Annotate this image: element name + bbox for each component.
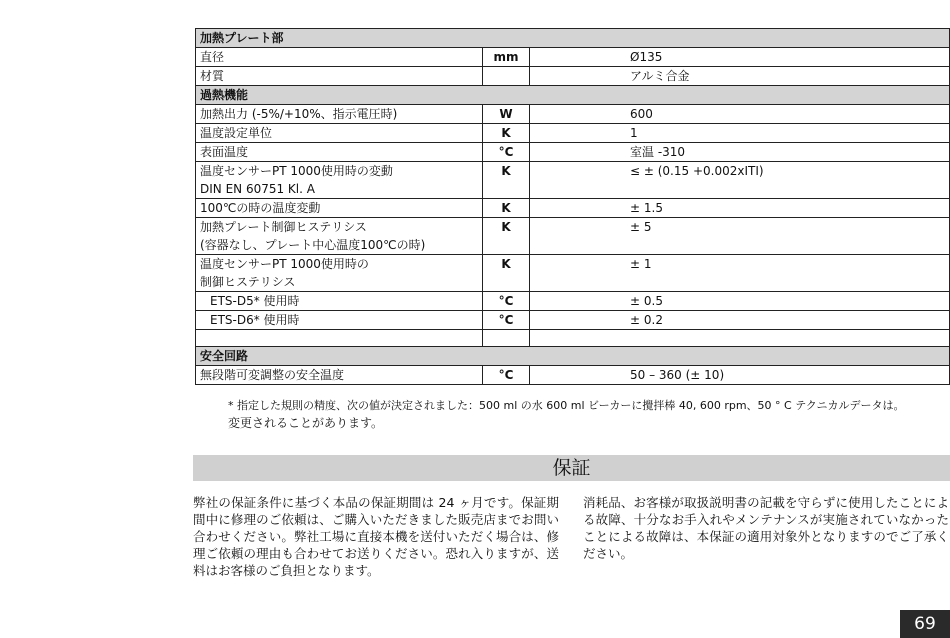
blank-cell xyxy=(483,330,530,347)
section-label: 安全回路 xyxy=(196,347,950,366)
spec-table xyxy=(195,28,950,385)
spec-row xyxy=(196,67,950,86)
section-label: 加熱プレート部 xyxy=(196,29,950,48)
spec-row xyxy=(196,48,950,67)
section-header-row xyxy=(196,29,950,48)
spec-unit: K xyxy=(483,199,530,218)
spec-label-line2: (容器なし、プレート中心温度100℃の時) xyxy=(200,238,426,252)
warranty-title: 保証 xyxy=(193,455,950,481)
spec-value: 室温 -310 xyxy=(530,143,950,162)
spec-unit: K xyxy=(483,124,530,143)
spec-label: 加熱出力 (-5%/+10%、指示電圧時) xyxy=(196,105,483,124)
blank-cell xyxy=(196,330,483,347)
section-header-row xyxy=(196,347,950,366)
spec-label: 温度設定単位 xyxy=(196,124,483,143)
blank-row xyxy=(196,330,950,347)
page-number: 69 xyxy=(900,610,950,638)
spec-label-line1: 温度センサーPT 1000使用時の xyxy=(200,257,369,271)
spec-label: 材質 xyxy=(196,67,483,86)
spec-row xyxy=(196,366,950,385)
spec-row xyxy=(196,143,950,162)
spec-label-line2: 制御ヒステリシス xyxy=(200,275,296,289)
spec-value: 50 – 360 (± 10) xyxy=(530,366,950,385)
spec-value: ± 0.5 xyxy=(530,292,950,311)
spec-label-line1: 温度センサーPT 1000使用時の変動 xyxy=(200,164,393,178)
spec-label: ETS-D5* 使用時 xyxy=(196,292,483,311)
spec-label: 直径 xyxy=(196,48,483,67)
spec-row xyxy=(196,124,950,143)
spec-label: 表面温度 xyxy=(196,143,483,162)
spec-label xyxy=(196,162,483,199)
spec-row xyxy=(196,218,950,255)
spec-value: ≤ ± (0.15 +0.002xITI) xyxy=(530,162,950,199)
spec-label: ETS-D6* 使用時 xyxy=(196,311,483,330)
footnote-line1: * 指定した規則の精度、次の値が決定されました：500 ml の水 600 ml ビーカーに攪拌棒 40, 600 rpm、50 ° C テクニカルデータは。 xyxy=(228,399,905,412)
spec-value: ± 5 xyxy=(530,218,950,255)
spec-unit: °C xyxy=(483,143,530,162)
spec-unit: K xyxy=(483,162,530,199)
spec-label xyxy=(196,255,483,292)
footnote-line2: 変更されることがあります。 xyxy=(228,416,384,430)
spec-row xyxy=(196,311,950,330)
spec-value: ± 0.2 xyxy=(530,311,950,330)
blank-cell xyxy=(530,330,950,347)
spec-value: Ø135 xyxy=(530,48,950,67)
spec-unit: W xyxy=(483,105,530,124)
spec-label: 100℃の時の温度変動 xyxy=(196,199,483,218)
spec-label xyxy=(196,218,483,255)
spec-unit: °C xyxy=(483,292,530,311)
spec-row xyxy=(196,105,950,124)
spec-value: 600 xyxy=(530,105,950,124)
spec-row xyxy=(196,199,950,218)
spec-label-line2: DIN EN 60751 Kl. A xyxy=(200,182,315,196)
spec-value: ± 1.5 xyxy=(530,199,950,218)
warranty-text-right: 消耗品、お客様が取扱説明書の記載を守らずに使用したことによる故障、十分なお手入れやメンテナンスが実施されていなかったことによる故障は、本保証の適用対象外となりますのでご了承ください。 xyxy=(583,495,949,561)
spec-unit xyxy=(483,67,530,86)
warranty-text-left: 弊社の保証条件に基づく本品の保証期間は 24 ヶ月です。保証期間中に修理のご依頼は、ご購入いただきました販売店までお問い合わせください。弊社工場に直接本機を送付いただく場合は、修理ご依頼の理由も合わせてお送りください。恐れ入りますが、送料はお客様のご負担となります。 xyxy=(193,495,559,578)
spec-row xyxy=(196,162,950,199)
spec-unit: K xyxy=(483,255,530,292)
spec-value: アルミ合金 xyxy=(530,67,950,86)
spec-row xyxy=(196,255,950,292)
spec-unit: mm xyxy=(483,48,530,67)
spec-row xyxy=(196,292,950,311)
spec-unit: °C xyxy=(483,311,530,330)
spec-unit: K xyxy=(483,218,530,255)
spec-unit: °C xyxy=(483,366,530,385)
spec-label-line1: 加熱プレート制御ヒステリシス xyxy=(200,220,367,234)
spec-label: 無段階可変調整の安全温度 xyxy=(196,366,483,385)
section-header-row xyxy=(196,86,950,105)
spec-value: 1 xyxy=(530,124,950,143)
section-label: 過熱機能 xyxy=(196,86,950,105)
spec-value: ± 1 xyxy=(530,255,950,292)
